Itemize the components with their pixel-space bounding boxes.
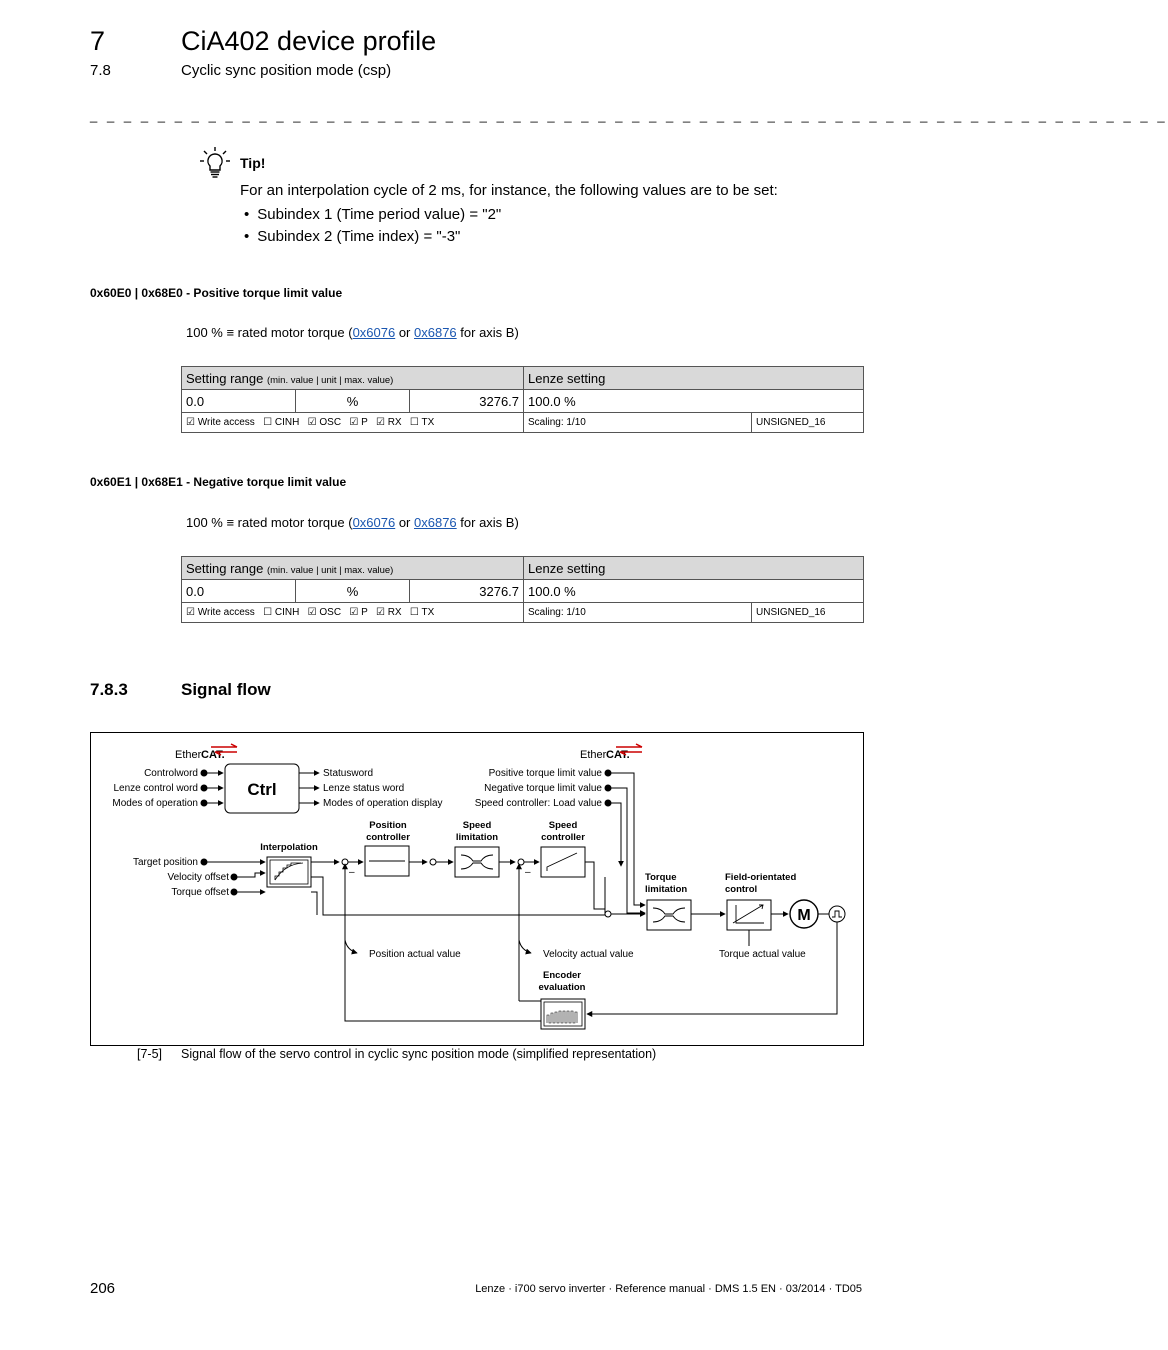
scaling: Scaling: 1/10	[524, 603, 752, 623]
tip-title: Tip!	[240, 155, 266, 171]
lenze-setting: 100.0 %	[524, 580, 864, 603]
block-interpolation-label: Interpolation	[260, 842, 318, 853]
min-value: 0.0	[182, 390, 296, 413]
range-sub: (min. value | unit | max. value)	[266, 564, 394, 576]
link-0x6876[interactable]: 0x6876	[414, 515, 457, 530]
figure-caption: Signal flow of the servo control in cyclic sync position mode (simplified representation)	[181, 1047, 657, 1061]
input-target-position: Target position	[132, 857, 198, 868]
lenze-setting: 100.0 %	[524, 390, 864, 413]
footer-text: Lenze · i700 servo inverter · Reference manual · DMS 1.5 EN · 03/2014 · TD05	[475, 1283, 862, 1295]
header-separator: _ _ _ _ _ _ _ _ _ _ _ _ _ _ _ _ _ _ _ _ _ _ _ _ _ _ _ _ _ _ _ _ _ _ _ _ _ _ _ _ _ _ _ _ _ _ _ _ _ _ _ _ _ _ _ _ _ _ _ _ _ _ _ _	[90, 108, 1168, 123]
subsection-number: 7.8.3	[90, 680, 128, 699]
max-value: 3276.7	[410, 390, 524, 413]
data-type: UNSIGNED_16	[752, 603, 864, 623]
lenze-label: Lenze setting	[524, 557, 864, 580]
section-number: 7.8	[90, 62, 111, 79]
minus-sign-pos: –	[349, 867, 355, 878]
max-value: 3276.7	[410, 580, 524, 603]
list-item: • Subindex 1 (Time period value) = "2"	[244, 204, 501, 226]
svg-text:Ether: Ether	[580, 749, 607, 761]
access-flags: ☑ Write access ☐ CINH ☑ OSC ☑ P ☑ RX ☐ TX	[182, 413, 524, 433]
ethercat-logo-left	[175, 744, 237, 761]
input-modes-of-operation: Modes of operation	[112, 798, 198, 809]
link-0x6076[interactable]: 0x6076	[352, 515, 396, 530]
lenze-label: Lenze setting	[524, 367, 864, 390]
link-0x6876[interactable]: 0x6876	[414, 325, 457, 340]
input-negative-torque-limit: Negative torque limit value	[484, 783, 602, 794]
motor-label: M	[797, 907, 811, 924]
scaling: Scaling: 1/10	[524, 413, 752, 433]
input-velocity-offset: Velocity offset	[167, 872, 229, 883]
input-lenze-control-word: Lenze control word	[113, 783, 198, 794]
unit: %	[296, 390, 410, 413]
range-label: Setting range	[186, 370, 264, 386]
tip-list	[244, 204, 501, 248]
position-actual-value: Position actual value	[369, 949, 461, 960]
minus-sign-speed: –	[525, 867, 531, 878]
data-type: UNSIGNED_16	[752, 413, 864, 433]
block-speed-limitation-label: Speed limitation	[455, 820, 499, 843]
param-table-60e0	[181, 366, 864, 433]
section-title: Cyclic sync position mode (csp)	[181, 62, 392, 79]
svg-text:CAT.: CAT.	[606, 749, 630, 761]
output-statusword: Statusword	[323, 768, 374, 779]
param-note-60e1: 100 % ≡ rated motor torque (0x6076 or 0x6876 for axis B)	[186, 515, 519, 530]
block-foc-label: Field-orientated control	[725, 872, 797, 895]
velocity-actual-value: Velocity actual value	[543, 949, 634, 960]
figure-number: [7-5]	[137, 1047, 163, 1061]
input-torque-offset: Torque offset	[171, 887, 229, 898]
chapter-number: 7	[90, 26, 106, 56]
param-heading-60e1: 0x60E1 | 0x68E1 - Negative torque limit value	[90, 475, 347, 489]
subsection-title: Signal flow	[181, 680, 271, 699]
range-label: Setting range	[186, 560, 264, 576]
torque-actual-value: Torque actual value	[719, 949, 806, 960]
lightbulb-icon	[198, 146, 232, 180]
block-speed-controller-label: Speed controller	[541, 820, 585, 843]
access-flags: ☑ Write access ☐ CINH ☑ OSC ☑ P ☑ RX ☐ TX	[182, 603, 524, 623]
chapter-title: CiA402 device profile	[181, 26, 437, 56]
range-sub: (min. value | unit | max. value)	[266, 374, 394, 386]
min-value: 0.0	[182, 580, 296, 603]
block-encoder-label: Encoder evaluation	[538, 970, 586, 993]
block-torque-limitation-label: Torque limitation	[645, 872, 688, 895]
ethercat-logo-right	[580, 744, 642, 761]
input-positive-torque-limit: Positive torque limit value	[488, 768, 602, 779]
list-item: • Subindex 2 (Time index) = "-3"	[244, 226, 501, 248]
block-position-controller-label: Position controller	[366, 820, 410, 843]
output-lenze-status-word: Lenze status word	[323, 783, 405, 794]
page-number: 206	[90, 1280, 116, 1297]
input-load-value: Speed controller: Load value	[474, 798, 602, 809]
signal-flow-diagram	[90, 732, 864, 1046]
param-heading-60e0: 0x60E0 | 0x68E0 - Positive torque limit value	[90, 286, 343, 300]
tip-text: For an interpolation cycle of 2 ms, for instance, the following values are to be set:	[240, 182, 778, 199]
input-controlword: Controlword	[144, 768, 198, 779]
link-0x6076[interactable]: 0x6076	[352, 325, 396, 340]
output-modes-display: Modes of operation display	[323, 798, 443, 809]
unit: %	[296, 580, 410, 603]
param-note-60e0: 100 % ≡ rated motor torque (0x6076 or 0x6876 for axis B)	[186, 325, 519, 340]
svg-text:Ether: Ether	[175, 749, 202, 761]
param-table-60e1	[181, 556, 864, 623]
ctrl-block-label: Ctrl	[247, 780, 277, 799]
svg-text:CAT.: CAT.	[201, 749, 225, 761]
